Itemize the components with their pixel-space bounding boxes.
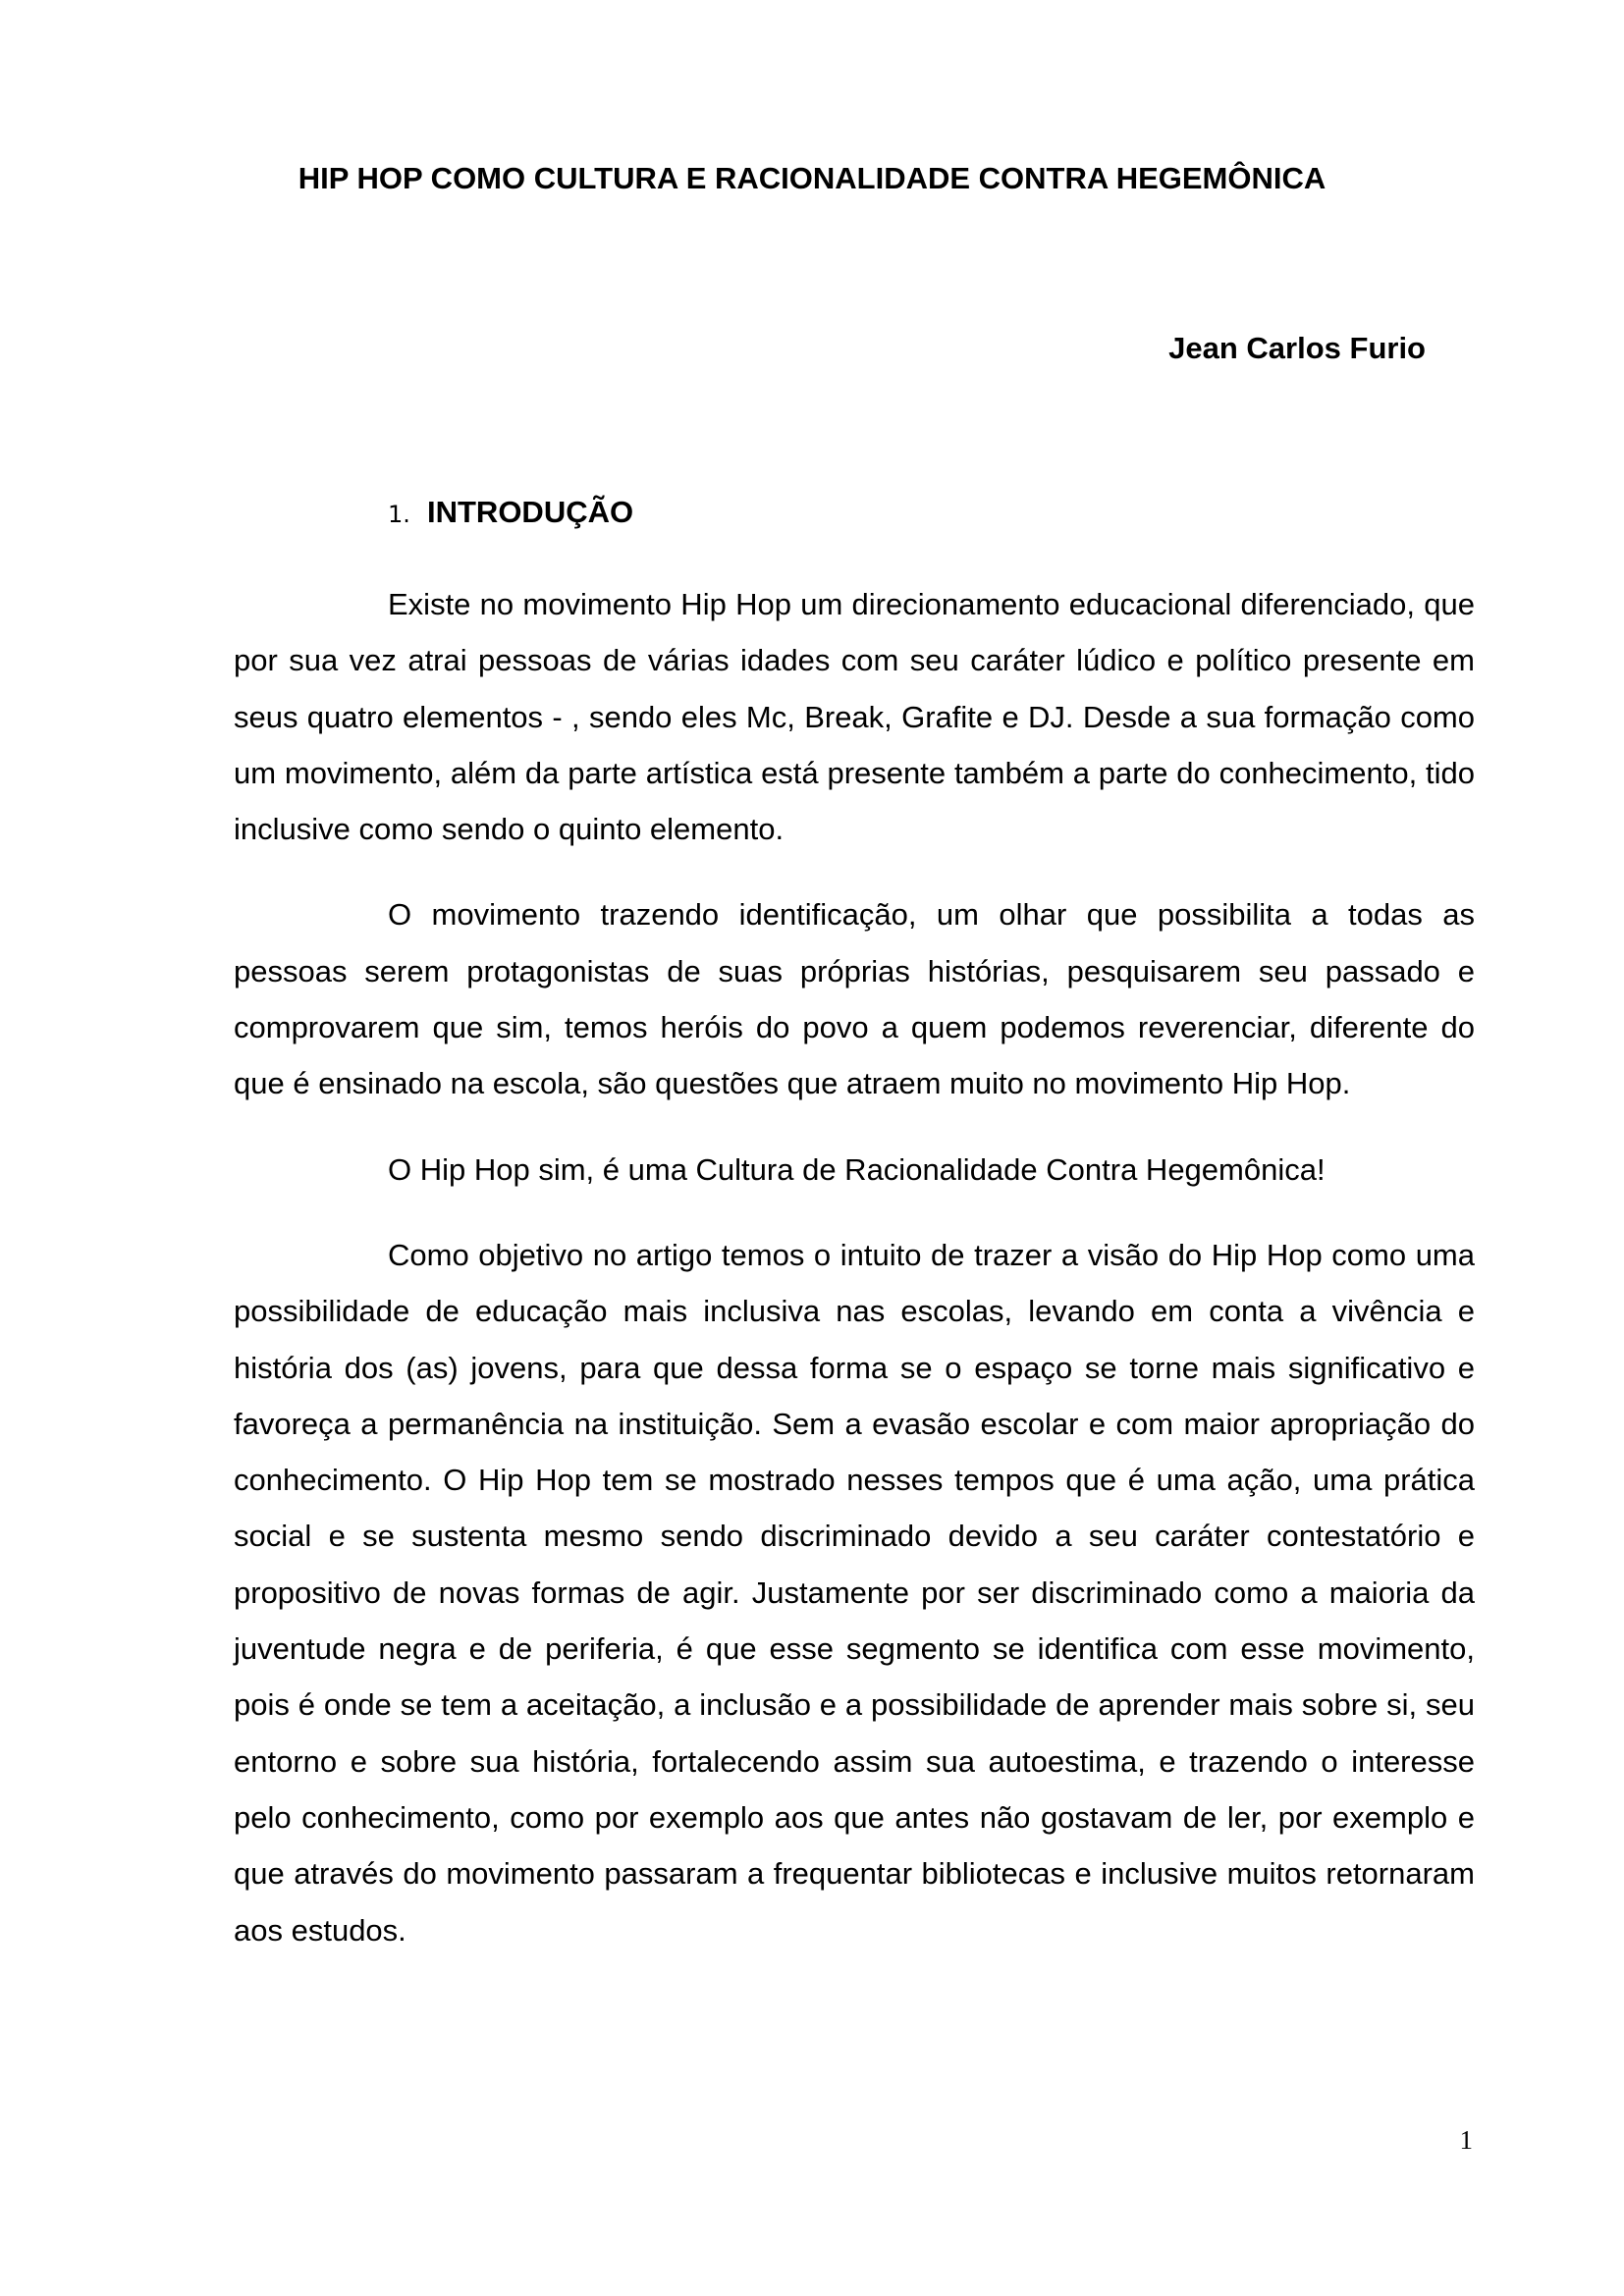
section-number: 1. bbox=[388, 501, 410, 528]
page-number: 1 bbox=[1459, 2125, 1473, 2155]
section-title: INTRODUÇÃO bbox=[427, 495, 634, 529]
section-heading bbox=[388, 493, 633, 535]
document-title: HIP HOP COMO CULTURA E RACIONALIDADE CONTRA HEGEMÔNICA bbox=[298, 161, 1326, 195]
paragraph: Existe no movimento Hip Hop um direcionamento educacional diferenciado, que por sua vez atrai pessoas de várias idades com seu caráter lúdico e político presente em seus quatro elementos - , sendo eles Mc, Break, Grafite e DJ. Desde a sua formação como um movimento, além da parte artística está presente também a parte do conhecimento, tido inclusive como sendo o quinto elemento. bbox=[234, 587, 1475, 847]
paragraph: Como objetivo no artigo temos o intuito de trazer a visão do Hip Hop como uma possibilidade de educação mais inclusiva nas escolas, levando em conta a vivência e história dos (as) jovens, para que dessa forma se o espaço se torne mais significativo e favoreça a permanência na instituição. Sem a evasão escolar e com maior apropriação do conhecimento. O Hip Hop tem se mostrado nesses tempos que é uma ação, uma prática social e se sustenta mesmo sendo discriminado devido a seu caráter contestatório e propositivo de novas formas de agir. Justamente por ser discriminado como a maioria da juventude negra e de periferia, é que esse segmento se identifica com esse movimento, pois é onde se tem a aceitação, a inclusão e a possibilidade de aprender mais sobre si, seu entorno e sobre sua história, fortalecendo assim sua autoestima, e trazendo o interesse pelo conhecimento, como por exemplo aos que antes não gostavam de ler, por exemplo e que através do movimento passaram a frequentar bibliotecas e inclusive muitos retornaram aos estudos. bbox=[234, 1237, 1475, 1948]
author-name: Jean Carlos Furio bbox=[1168, 331, 1426, 365]
paragraph: O Hip Hop sim, é uma Cultura de Racionalidade Contra Hegemônica! bbox=[388, 1151, 1326, 1187]
paragraph: O movimento trazendo identificação, um olhar que possibilita a todas as pessoas serem protagonistas de suas próprias histórias, pesquisarem seu passado e comprovarem que sim, temos heróis do povo a quem podemos reverenciar, diferente do que é ensinado na escola, são questões que atraem muito no movimento Hip Hop. bbox=[234, 897, 1475, 1101]
body-text bbox=[234, 576, 1475, 1988]
